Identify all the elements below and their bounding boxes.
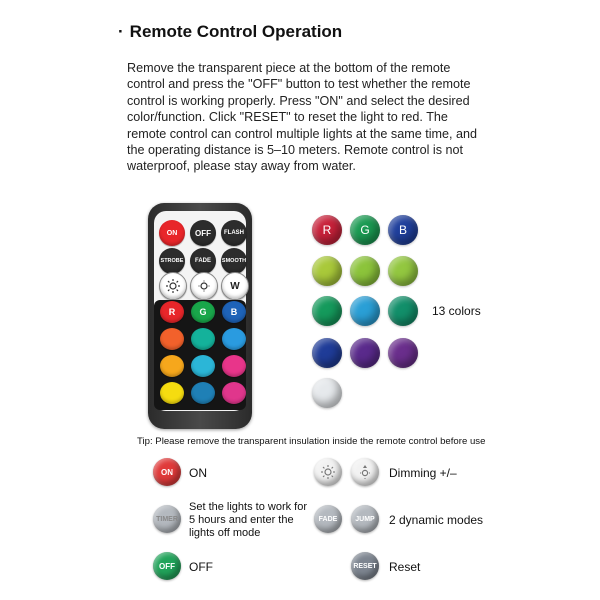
remote-color-button-teal[interactable] (191, 328, 215, 350)
reset-button-icon: RESET (351, 552, 379, 580)
swatch-lime-3 (388, 256, 418, 286)
bullet: · (118, 22, 124, 41)
remote-dim-down-button[interactable] (190, 272, 218, 300)
swatch-lime-1 (312, 256, 342, 286)
remote-on-button[interactable]: ON (159, 220, 185, 246)
swatch-green: G (350, 215, 380, 245)
swatch-red: R (312, 215, 342, 245)
swatch-lime-2 (350, 256, 380, 286)
remote-strobe-button[interactable]: STROBE (159, 248, 185, 274)
dimming-down-icon (351, 458, 379, 486)
dim-sun-icon (357, 464, 373, 480)
remote-color-button-pink[interactable] (222, 355, 246, 377)
swatch-green-2 (312, 296, 342, 326)
swatch-purple (350, 338, 380, 368)
remote-color-button-orange[interactable] (160, 328, 184, 350)
remote-off-button[interactable]: OFF (190, 220, 216, 246)
colors-count-label: 13 colors (432, 304, 481, 318)
swatch-white (312, 378, 342, 408)
remote-color-button-skyblue[interactable] (222, 328, 246, 350)
remote-color-button-magenta[interactable] (222, 382, 246, 404)
swatch-violet (388, 338, 418, 368)
remote-green-button[interactable]: G (191, 301, 215, 323)
swatch-navy (312, 338, 342, 368)
sun-icon (320, 464, 336, 480)
timer-label: Set the lights to work for 5 hours and enter the lights off mode (189, 501, 307, 539)
dimming-up-icon (314, 458, 342, 486)
remote-blue-button[interactable]: B (222, 301, 246, 323)
remote-white-button[interactable]: W (221, 272, 249, 300)
swatch-skyblue (350, 296, 380, 326)
title-text: Remote Control Operation (129, 22, 343, 41)
remote-flash-button[interactable]: FLASH (221, 220, 247, 246)
tip-text: Tip: Please remove the transparent insulation inside the remote control before use (137, 436, 486, 447)
brightness-down-icon (196, 278, 212, 294)
brightness-up-icon (165, 278, 181, 294)
dimming-label: Dimming +/– (389, 466, 457, 480)
instructions-paragraph: Remove the transparent piece at the bottom of the remote control and press the "OFF" button to test whether the remote control is working properly. Press "ON" and select the desired color/function. Click "RESET" to reset the light to red. The remote control can control multiple lights at the same time, and the operating distance is 5–10 meters. Remote control is not waterproof, please stay away from water. (127, 61, 477, 174)
on-button-icon: ON (153, 458, 181, 486)
remote-fade-button[interactable]: FADE (190, 248, 216, 274)
remote-dim-up-button[interactable] (159, 272, 187, 300)
remote-color-button-ocean[interactable] (191, 382, 215, 404)
dynamic-modes-label: 2 dynamic modes (389, 513, 484, 527)
remote-color-button-yellow[interactable] (160, 382, 184, 404)
remote-color-button-amber[interactable] (160, 355, 184, 377)
off-label: OFF (189, 560, 213, 574)
remote-smooth-button[interactable]: SMOOTH (221, 248, 247, 274)
jump-mode-icon: JUMP (351, 505, 379, 533)
reset-label: Reset (389, 560, 421, 574)
remote-color-button-cyan[interactable] (191, 355, 215, 377)
off-button-icon: OFF (153, 552, 181, 580)
fade-mode-icon: FADE (314, 505, 342, 533)
section-title (118, 22, 342, 42)
swatch-blue: B (388, 215, 418, 245)
timer-button-icon: TIMER (153, 505, 181, 533)
on-label: ON (189, 466, 207, 480)
swatch-teal (388, 296, 418, 326)
remote-red-button[interactable]: R (160, 301, 184, 323)
